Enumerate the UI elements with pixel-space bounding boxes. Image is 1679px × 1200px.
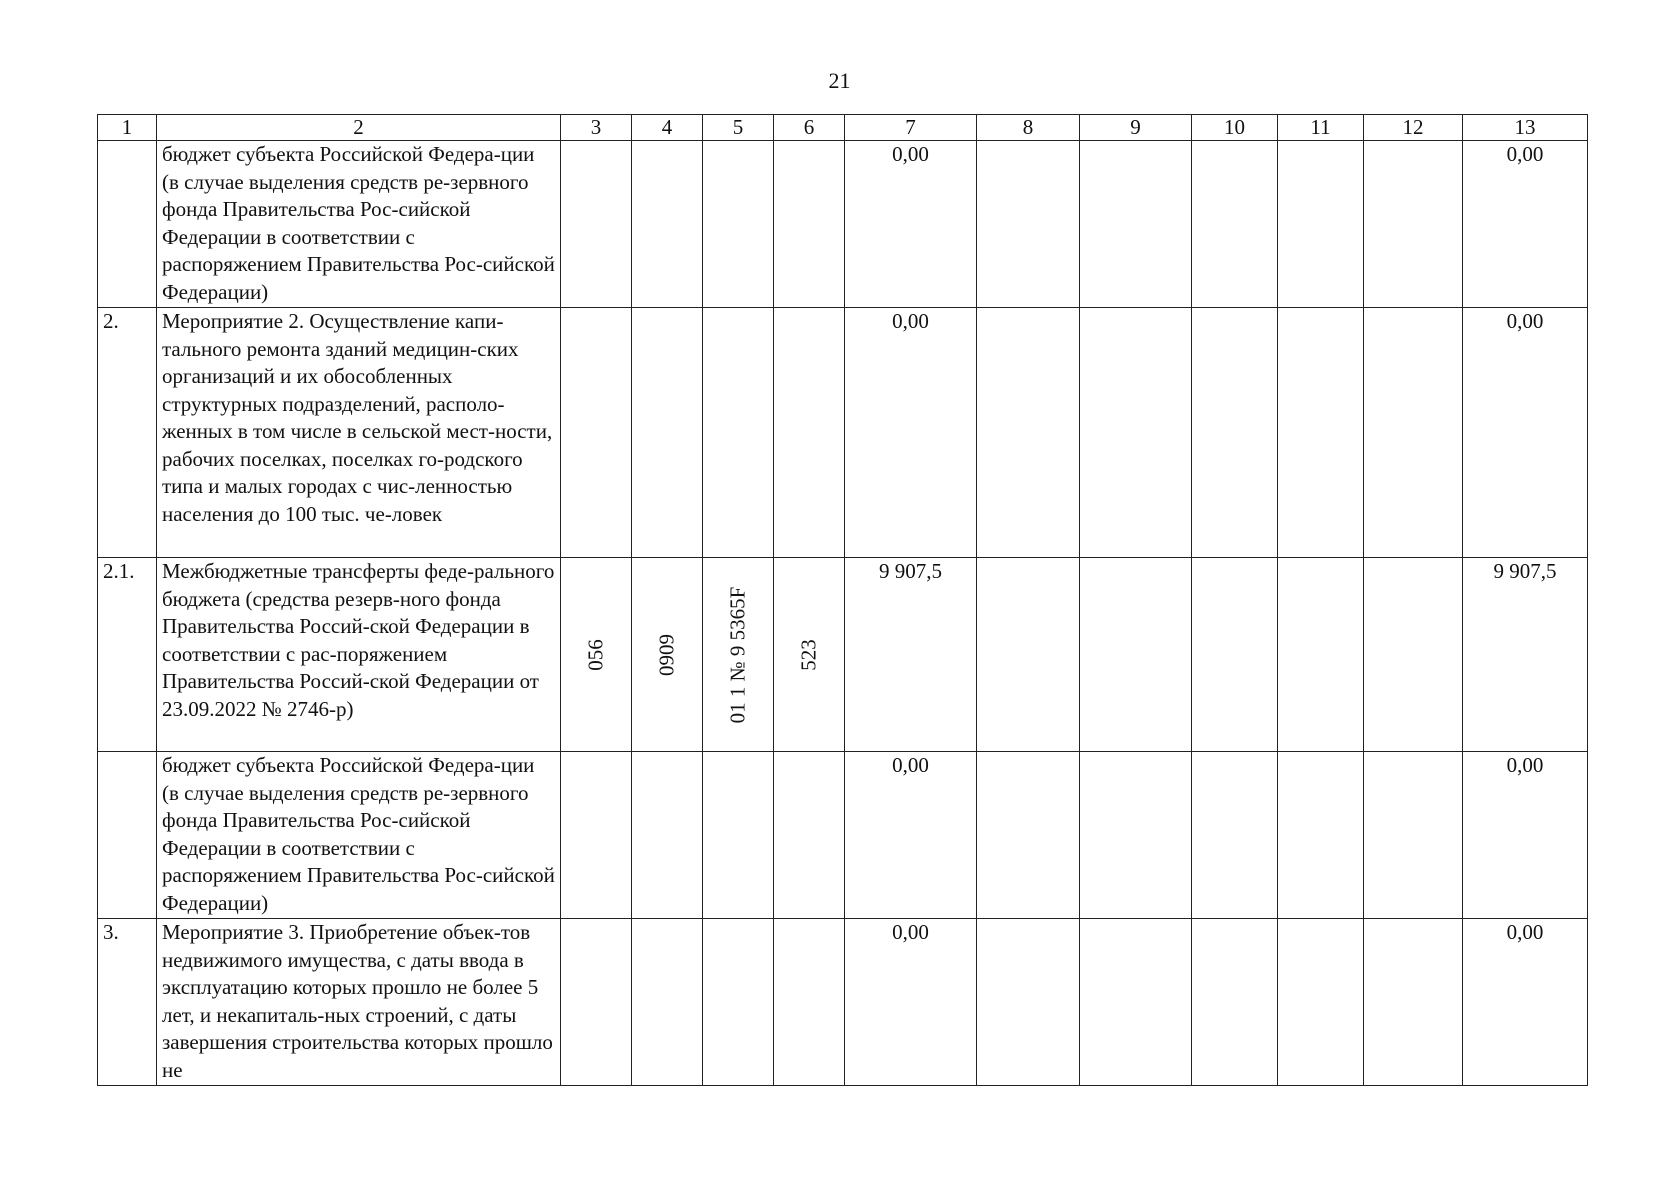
budget-table — [97, 114, 1588, 1086]
page-number: 21 — [828, 68, 851, 93]
cell-col-3 — [561, 919, 632, 1086]
cell-col-5 — [703, 141, 774, 308]
header-col-3: 3 — [561, 115, 632, 141]
row-description: Межбюджетные трансферты феде-рального бюджета (средства резерв-ного фонда Правительства Россий-ской Федерации в соответствии с рас-поряжением Правительства Россий-ской Федерации от 23.09.2022 № 2746-р) — [157, 558, 561, 752]
row-description: бюджет субъекта Российской Федера-ции (в случае выделения средств ре-зервного фонда Правительства Рос-сийской Федерации в соответствии с распоряжением Правительства Рос-сийской Федерации) — [157, 141, 561, 308]
table-row — [98, 141, 1588, 308]
cell-col-11 — [1278, 752, 1364, 919]
cell-col-13: 0,00 — [1463, 919, 1588, 1086]
header-col-9: 9 — [1080, 115, 1192, 141]
cell-col-5 — [703, 752, 774, 919]
cell-col-8 — [977, 558, 1080, 752]
cell-col-11 — [1278, 558, 1364, 752]
cell-col-13: 0,00 — [1463, 308, 1588, 558]
cell-col-7: 0,00 — [845, 308, 977, 558]
cell-col-6 — [774, 141, 845, 308]
header-col-8: 8 — [977, 115, 1080, 141]
cell-col-8 — [977, 919, 1080, 1086]
cell-col-10 — [1192, 141, 1278, 308]
cell-col-9 — [1080, 752, 1192, 919]
row-description: Мероприятие 2. Осуществление капи-тального ремонта зданий медицин-ских организаций и их обособленных структурных подразделений, располо-женных в том числе в сельской мест-ности, рабочих поселках, поселках го-родского типа и малых городах с чис-ленностью населения до 100 тыс. че-ловек — [157, 308, 561, 558]
cell-col-10 — [1192, 752, 1278, 919]
cell-col-4 — [632, 752, 703, 919]
cell-col-10 — [1192, 308, 1278, 558]
row-number: 2.1. — [98, 558, 157, 752]
cell-col-5 — [703, 558, 774, 752]
cell-col-12 — [1364, 141, 1463, 308]
code-section: 0909 — [654, 633, 679, 676]
header-col-1: 1 — [98, 115, 157, 141]
cell-col-11 — [1278, 919, 1364, 1086]
cell-col-13: 9 907,5 — [1463, 558, 1588, 752]
cell-col-6 — [774, 752, 845, 919]
cell-col-12 — [1364, 752, 1463, 919]
header-col-7: 7 — [845, 115, 977, 141]
row-number — [98, 141, 157, 308]
cell-col-13: 0,00 — [1463, 752, 1588, 919]
cell-col-12 — [1364, 308, 1463, 558]
cell-col-3 — [561, 308, 632, 558]
cell-col-6 — [774, 919, 845, 1086]
header-col-13: 13 — [1463, 115, 1588, 141]
row-number: 2. — [98, 308, 157, 558]
table-row — [98, 752, 1588, 919]
code-ministry: 056 — [583, 638, 608, 671]
table-row — [98, 919, 1588, 1086]
cell-col-8 — [977, 141, 1080, 308]
cell-col-9 — [1080, 308, 1192, 558]
cell-col-9 — [1080, 141, 1192, 308]
table-row — [98, 558, 1588, 752]
cell-col-12 — [1364, 919, 1463, 1086]
header-col-12: 12 — [1364, 115, 1463, 141]
cell-col-4 — [632, 919, 703, 1086]
cell-col-3 — [561, 558, 632, 752]
cell-col-5 — [703, 308, 774, 558]
cell-col-5 — [703, 919, 774, 1086]
cell-col-7: 0,00 — [845, 919, 977, 1086]
code-target-article: 01 1 № 9 5365F — [725, 586, 750, 723]
cell-col-6 — [774, 308, 845, 558]
cell-col-4 — [632, 558, 703, 752]
cell-col-8 — [977, 308, 1080, 558]
header-row — [98, 115, 1588, 141]
header-col-4: 4 — [632, 115, 703, 141]
cell-col-4 — [632, 308, 703, 558]
cell-col-13: 0,00 — [1463, 141, 1588, 308]
cell-col-12 — [1364, 558, 1463, 752]
table-row — [98, 308, 1588, 558]
cell-col-11 — [1278, 141, 1364, 308]
cell-col-9 — [1080, 919, 1192, 1086]
cell-col-4 — [632, 141, 703, 308]
header-col-2: 2 — [157, 115, 561, 141]
cell-col-10 — [1192, 558, 1278, 752]
cell-col-9 — [1080, 558, 1192, 752]
cell-col-3 — [561, 752, 632, 919]
cell-col-10 — [1192, 919, 1278, 1086]
header-col-11: 11 — [1278, 115, 1364, 141]
cell-col-6 — [774, 558, 845, 752]
cell-col-3 — [561, 141, 632, 308]
header-col-10: 10 — [1192, 115, 1278, 141]
header-col-6: 6 — [774, 115, 845, 141]
cell-col-11 — [1278, 308, 1364, 558]
cell-col-7: 0,00 — [845, 752, 977, 919]
row-description: Мероприятие 3. Приобретение объек-тов недвижимого имущества, с даты ввода в эксплуатацию которых прошло не более 5 лет, и некапиталь-ных строений, с даты завершения строительства которых прошло не — [157, 919, 561, 1086]
row-number: 3. — [98, 919, 157, 1086]
row-number — [98, 752, 157, 919]
code-expense-type: 523 — [796, 638, 821, 671]
header-col-5: 5 — [703, 115, 774, 141]
cell-col-8 — [977, 752, 1080, 919]
cell-col-7: 0,00 — [845, 141, 977, 308]
row-description: бюджет субъекта Российской Федера-ции (в случае выделения средств ре-зервного фонда Правительства Рос-сийской Федерации в соответствии с распоряжением Правительства Рос-сийской Федерации) — [157, 752, 561, 919]
cell-col-7: 9 907,5 — [845, 558, 977, 752]
